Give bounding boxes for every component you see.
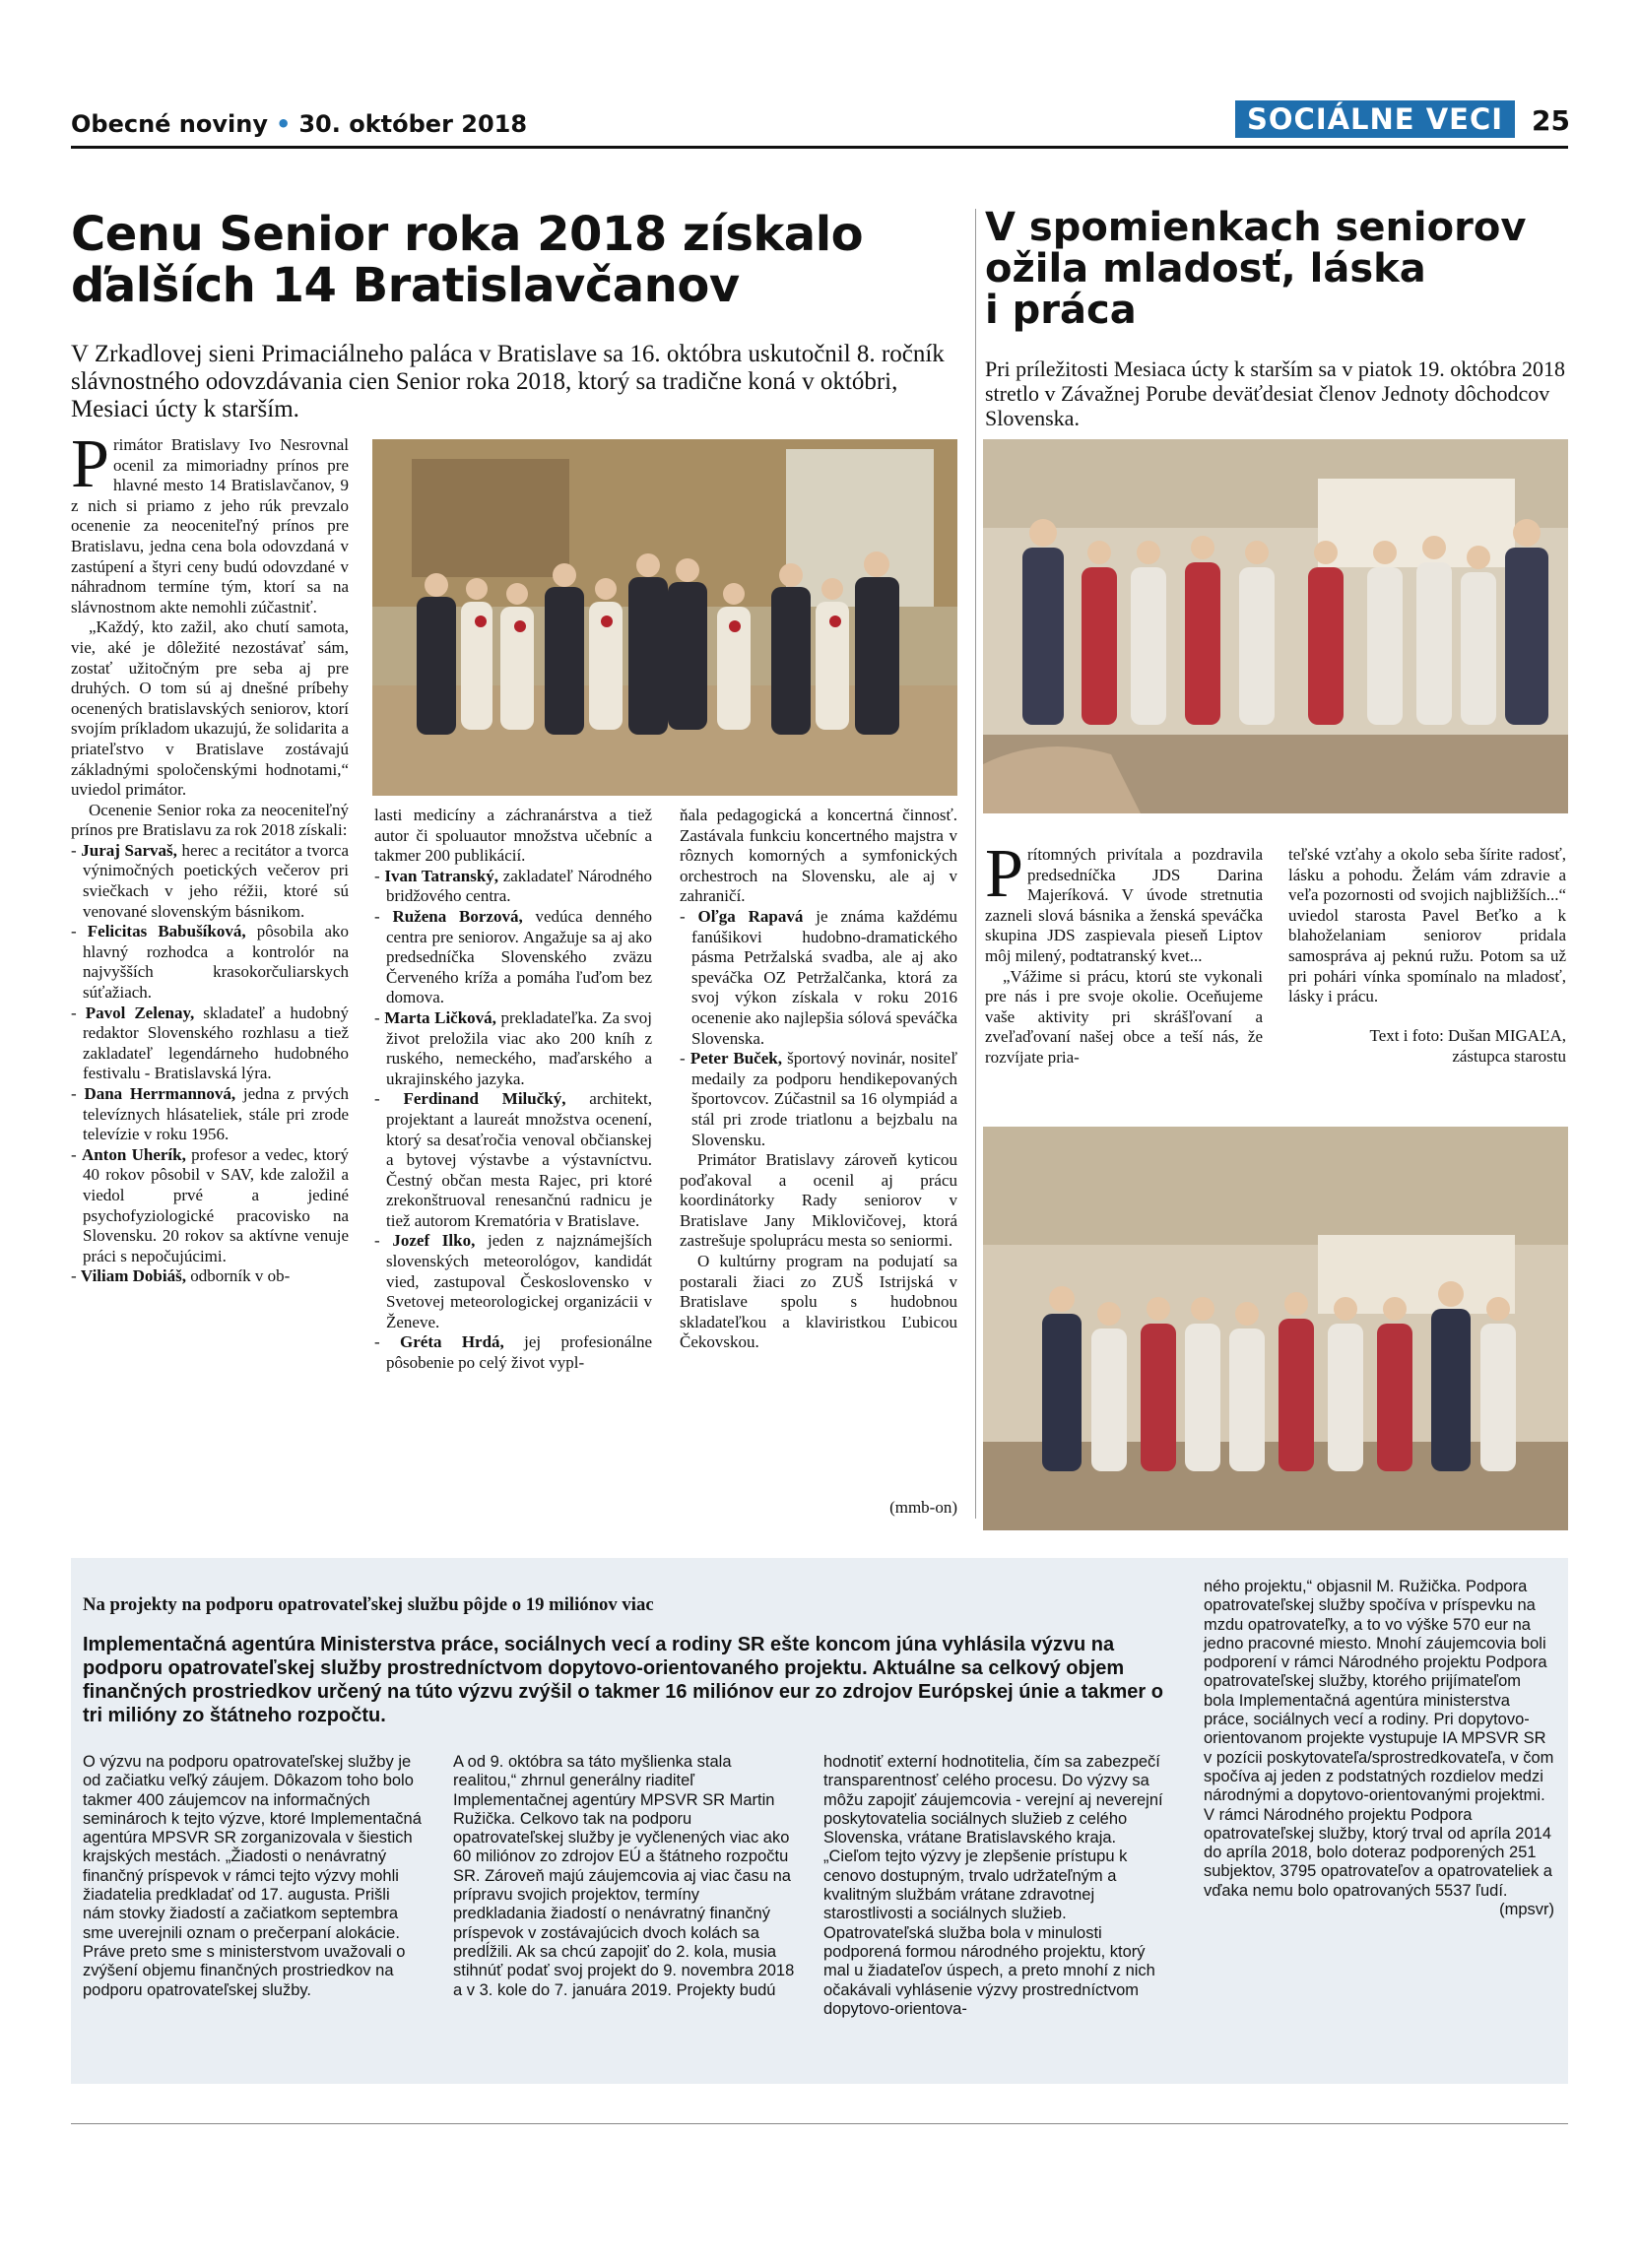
box-column3 [823, 1753, 1166, 2019]
article1-paragraph1: rimátor Bratislavy Ivo Nesrovnal ocenil za mimoriadny prínos pre hlavné mesto 14 Bratislavčanov, 9 z nich si priamo z jeho rúk prevzalo ocenenie za neoceniteľný prínos pre Bratislavu, jedna cena bola odovzdaná v zastúpení a štyri ceny budú odovzdané v náhradnom termíne tým, ktorí sa na slávnostnom akte nemohli zúčastniť. [71, 435, 349, 616]
laureate-entry: - Dana Herrmannová, jedna z prvých televíznych hlásateliek, stále pri zrode televízie v roku 1956. [71, 1084, 349, 1144]
laureate-description: prekladateľka. Za svoj život preložila viac ako 200 kníh z ruského, nemeckého, maďarského a ukrajinského jazyka. [386, 1007, 652, 1088]
box-signature: (mpsvr) [1499, 1901, 1554, 1919]
separator-dot: • [275, 110, 292, 138]
seniors-photo-2 [983, 1127, 1568, 1530]
article2-title-line2: ožila mladosť, láska [985, 246, 1426, 292]
laureate-description: je známa každému fanúšikovi hudobno-dramatického pásma Petržalská svadba, ale aj ako speváčka OZ Petržalčanka, ktorá za svoj výkon získala v roku 2016 ocenenie ako najlepšia sólová speváčka Slovenska. [691, 906, 957, 1048]
laureate-name: Marta Ličková, [384, 1007, 496, 1027]
laureate-name: Ivan Tatranský, [384, 866, 499, 885]
laureate-description: zakladateľ Národného bridžového centra. [386, 866, 652, 906]
laureate-description: profesor a vedec, ktorý 40 rokov pôsobil v SAV, kde založil a viedol prvé a jediné psychofyziologické pracovisko na Slovensku. 20 rokov sa aktívne venuje práci s nepočujúcimi. [83, 1144, 349, 1265]
article1-signature: (mmb-on) [889, 1498, 957, 1517]
seniors-photo-1 [983, 439, 1568, 813]
laureate-description: jedna z prvých televíznych hlásateliek, stále pri zrode televízie v roku 1956. [83, 1084, 349, 1144]
laureate-entry: - Felicitas Babušíková, pôsobila ako hlavný rozhodca a kontrolór na najvyšších krasokorčuliarskych súťažiach. [71, 922, 349, 1003]
article1-col3-paragraph2: O kultúrny program na podujatí sa postarali žiaci zo ZUŠ Istrijská v Bratislave spolu s hudobnou skladateľkou a klaviristkou Ľubicou Čekovskou. [680, 1252, 957, 1352]
article2-paragraph1: rítomných privítala a pozdravila predsedníčka JDS Darina Majeríková. V úvode stretnutia zazneli slová básnika a ženská speváčka skupina JDS zaspievala pieseň Liptov môj milený, podtatranský kvet... [985, 845, 1263, 965]
article1-title-line2: ďalších 14 Bratislavčanov [71, 258, 740, 313]
box-col1-text: O výzvu na podporu opatrovateľskej služby je od začiatku veľký záujem. Dôkazom toho bolo takmer 400 záujemcov na informačných seminároch k tejto výzve, ktoré Implementačná agentúra MPSVR SR zorganizovala v šiestich krajských mestách. „Žiadosti o nenávratný finančný príspevok v rámci tejto výzvy mohli žiadatelia predkladať od 17. augusta. Prišli nám stovky žiadostí a začiatkom septembra sme uverejnili oznam o prečerpaní alokácie. Práve preto sme s ministerstvom uvažovali o zvýšení objemu finančných prostriedkov na podporu opatrovateľskej služby. [83, 1753, 422, 1999]
page-number: 25 [1532, 104, 1570, 137]
laureate-entry: - Oľga Rapavá je známa každému fanúšikovi hudobno-dramatického pásma Petržalská svadba, ale aj ako speváčka OZ Petržalčanka, ktorá za svoj výkon získala v roku 2016 ocenenie ako najlepšia sólová speváčka Slovenska. [680, 906, 957, 1048]
box-column4 [1204, 1578, 1554, 1919]
box-lead: Implementačná agentúra Ministerstva práce, sociálnych vecí a rodiny SR ešte koncom júna vyhlásila výzvu na podporu opatrovateľskej služby prostredníctvom dopytovo-orientovaného projektu. Aktuálne sa celkový objem finančných prostriedkov určený na túto výzvu zvýšil o takmer 16 miliónov eur zo zdrojov Európskej únie a takmer o tri milióny zo štátneho rozpočtu. [83, 1634, 1163, 1726]
laureate-name: Dana Herrmannová, [84, 1084, 236, 1103]
dropcap: P [71, 426, 109, 502]
laureate-entry: - Ivan Tatranský, zakladateľ Národného bridžového centra. [374, 866, 652, 906]
article2-headline [985, 207, 1568, 331]
laureate-description: jeden z najznámejších slovenských meteorológov, kandidát vied, zastupoval Československo v Svetovej meteorologickej organizácii v Ženeve. [386, 1231, 652, 1331]
footer-rule [71, 2123, 1568, 2124]
laureate-name: Oľga Rapavá [697, 906, 804, 926]
column-divider [975, 209, 976, 1519]
laureate-description: športový novinár, nositeľ medaily za podporu hendikepovaných športovcov. Zúčastnil sa 16 olympiád a stál pri zrode triatlonu a bejzbalu na Slovensku. [691, 1049, 958, 1149]
box-column1 [83, 1753, 426, 2000]
box-title: Na projekty na podporu opatrovateľskej službu pôjde o 19 miliónov viac [83, 1593, 654, 1615]
section-tag: SOCIÁLNE VECI [1235, 100, 1515, 138]
article2-paragraph2: „Vážime si prácu, ktorú ste vykonali pre nás i pre svoje okolie. Oceňujeme vaše aktivity pri skrášľovaní a zveľaďovaní našej obce a teší nás, že rozvíjate pria- [985, 966, 1263, 1067]
laureate-name: Juraj Sarvaš, [81, 840, 177, 860]
article2-paragraph3: teľské vzťahy a okolo seba šírite radosť, lásku a pohodu. Želám vám zdravie a veľa pozornosti od svojich najbližších...“ uviedol starosta Pavel Beťko a k blahoželaniam seniorov pridala samospráva aj peknú ružu. Potom sa už pri pohári vínka spomínalo na mladosť, lásky i prácu. [1288, 845, 1566, 1006]
laureate-list-3 [680, 907, 957, 1150]
article1-col3-paragraph1: Primátor Bratislavy zároveň kyticou poďakoval a ocenil aj prácu koordinátorky Rady seniorov v Bratislave Jany Miklovičovej, ktorá zastrešuje spoluprácu mesta so seniormi. [680, 1150, 957, 1251]
article1-lead: V Zrkadlovej sieni Primaciálneho paláca v Bratislave sa 16. októbra uskutočnil 8. ročník slávnostného odovzdávania cien Senior roka 2018, ktorý sa tradične koná v októbri, Mesiaci úcty k starším. [71, 341, 945, 422]
masthead [71, 110, 527, 138]
laureate-name: Anton Uherík, [81, 1144, 186, 1164]
box-col3-text: hodnotiť externí hodnotitelia, čím sa zabezpečí transparentnosť celého procesu. Do výzvy sa môžu zapojiť záujemcovia - verejní aj neverejní poskytovatelia sociálnych služieb z celého Slovenska, vrátane Bratislavského kraja. „Cieľom tejto výzvy je zlepšenie prístupu k cenovo dostupným, trvalo udržateľným a kvalitným službám vrátane zdravotnej starostlivosti a sociálnych služieb. Opatrovateľská služba bola v minulosti podporená formou národného projektu, ktorý mal u žiadateľov úspech, a preto mnohí z nich očakávali vyhlásenie výzvy prostredníctvom dopytovo-orientova- [823, 1753, 1163, 2018]
laureate-name: Viliam Dobiáš, [80, 1266, 186, 1286]
seniors-photo-2-image [983, 1127, 1568, 1530]
article1-column2 [374, 806, 652, 1374]
seniors-photo-1-image [983, 439, 1568, 813]
laureate-entry: - Jozef Ilko, jeden z najznámejších slovenských meteorológov, kandidát vied, zastupoval Československo v Svetovej meteorologickej organizácii v Ženeve. [374, 1231, 652, 1331]
article2-lead: Pri príležitosti Mesiaca úcty k starším sa v piatok 19. októbra 2018 stretlo v Závažnej Porube deväťdesiat členov Jednoty dôchodcov Slovenska. [985, 356, 1566, 430]
laureate-description: vedúca denného centra pre seniorov. Angažuje sa aj ako predsedníčka Slovenského zväzu Červeného kríža a pomáha ľuďom bez domova. [386, 906, 652, 1007]
laureate-name: Peter Buček, [689, 1049, 782, 1069]
laureate-entry: - Juraj Sarvaš, herec a recitátor a tvorca výnimočných poetických večerov pri sviečkach v jeho réžii, ktoré sú venované slovenským básnikom. [71, 840, 349, 921]
article2-credit-role: zástupca starostu [1452, 1046, 1566, 1066]
article1-col2-intro: lasti medicíny a záchranárstva a tiež autor či spoluautor množstva učebníc a takmer 200 publikácií. [374, 806, 652, 866]
laureate-description: pôsobila ako hlavný rozhodca a kontrolór na najvyšších krasokorčuliarskych súťažiach. [83, 922, 349, 1003]
laureate-entry: - Gréta Hrdá, jej profesionálne pôsobenie po celý život vypl- [374, 1332, 653, 1373]
laureate-entry: - Marta Ličková, prekladateľka. Za svoj život preložila viac ako 200 kníh z ruského, nemeckého, maďarského a ukrajinského jazyka. [374, 1007, 652, 1088]
laureate-name: Ružena Borzová, [392, 906, 523, 926]
laureate-description: architekt, projektant a laureát množstva ocenení, ktorý sa desaťročia venoval občianskej a bytovej výstavbe a výstavníctvu. Čestný občan mesta Rajec, pri ktoré zrekonštruoval renesančnú radnicu je tiež autorom Krematória v Bratislave. [386, 1089, 652, 1230]
article2-column2 [1288, 845, 1566, 1067]
laureate-description: skladateľ a hudobný redaktor Slovenského rozhlasu a tiež zakladateľ legendárneho hudobného festivalu - Bratislavská lýra. [83, 1003, 349, 1083]
article1-column1 [71, 426, 349, 1287]
laureate-list [71, 841, 349, 1287]
article2-credit-name: Text i foto: Dušan MIGAĽA, [1369, 1025, 1566, 1045]
header-rule [71, 146, 1568, 149]
box-col2-text: A od 9. októbra sa táto myšlienka stala realitou,“ zhrnul generálny riaditeľ Implementačnej agentúry MPSVR SR Martin Ružička. Celkovo tak na podporu opatrovateľskej služby je vyčlenených viac ako 60 miliónov zo zdrojov EÚ a štátneho rozpočtu SR. Zároveň majú záujemcovia aj viac času na prípravu svojich projektov, termíny predkladania žiadostí o nenávratný finančný príspevok v zostávajúcich dvoch kolách sa predĺžili. Ak sa chcú zapojiť do 2. kola, musia stihnúť podať svoj projekt do 9. novembra 2018 a v 3. kole do 7. januára 2019. Projekty budú [453, 1753, 795, 1999]
article1-paragraph3: Ocenenie Senior roka za neoceniteľný prínos pre Bratislavu za rok 2018 získali: [71, 800, 349, 840]
laureate-entry: - Ružena Borzová, vedúca denného centra pre seniorov. Angažuje sa aj ako predsedníčka Slovenského zväzu Červeného kríža a pomáha ľuďom bez domova. [374, 906, 652, 1007]
box-column2 [453, 1753, 796, 2000]
article1-title-line1: Cenu Senior roka 2018 získalo [71, 207, 864, 262]
laureate-entry: - Pavol Zelenay, skladateľ a hudobný redaktor Slovenského rozhlasu a tiež zakladateľ legendárneho hudobného festivalu - Bratislavská lýra. [71, 1003, 349, 1083]
article1-column3 [680, 806, 957, 1353]
dropcap-2: P [985, 836, 1023, 912]
article2-title-line3: i práca [985, 288, 1137, 333]
article1-col3-intro: ňala pedagogická a koncertná činnosť. Zastávala funkciu koncertného majstra v rôznych komorných a symfonických orchestroch na Slovensku, ale aj v zahraničí. [680, 806, 957, 906]
newspaper-name: Obecné noviny [71, 110, 268, 138]
laureate-name: Jozef Ilko, [392, 1231, 476, 1251]
laureate-description: odborník v ob- [185, 1266, 291, 1286]
article2-title-line1: V spomienkach seniorov [985, 205, 1527, 250]
issue-date: 30. október 2018 [298, 110, 528, 138]
laureate-entry: - Anton Uherík, profesor a vedec, ktorý 40 rokov pôsobil v SAV, kde založil a viedol prvé a jediné psychofyziologické pracovisko na Slovensku. 20 rokov sa aktívne venuje práci s nepočujúcimi. [71, 1144, 349, 1265]
laureate-description: jej profesionálne pôsobenie po celý život vypl- [386, 1332, 653, 1373]
laureate-entry: - Peter Buček, športový novinár, nositeľ medaily za podporu hendikepovaných športovcov. Zúčastnil sa 16 olympiád a stál pri zrode triatlonu a bejzbalu na Slovensku. [680, 1049, 958, 1149]
laureate-name: Pavol Zelenay, [85, 1003, 195, 1022]
article1-paragraph2: „Každý, kto zažil, ako chutí samota, vie, aké je dôležité nezostávať sám, zostať užitočným pre seba aj pre druhých. O tom sú aj dnešné príbehy ocenených bratislavských seniorov, ktorí svojím príkladom ukazujú, že solidarita a priateľstvo v Bratislave zostávajú základnými spoločenskými hodnotami,“ uviedol primátor. [71, 617, 349, 800]
box-headline [83, 1576, 1186, 1634]
laureate-entry: - Ferdinand Milučký, architekt, projektant a laureát množstva ocenení, ktorý sa desaťročia venoval občianskej a bytovej výstavbe a výstavníctvu. Čestný občan mesta Rajec, pri ktoré zrekonštruoval renesančnú radnicu je tiež autorom Krematória v Bratislave. [374, 1089, 652, 1230]
laureate-name: Felicitas Babušíková, [87, 922, 246, 941]
ceremony-photo [372, 439, 957, 796]
laureate-entry: - Viliam Dobiáš, odborník v ob- [71, 1266, 291, 1286]
ceremony-photo-image [372, 439, 957, 796]
article2-column1 [985, 836, 1263, 1069]
box-col4-text: ného projektu,“ objasnil M. Ružička. Podpora opatrovateľskej služby spočíva v príspevku na mzdu opatrovateľky, a to vo výške 570 eur na jedno pracovné miesto. Mnohí záujemcovia boli podporení v rámci Národného projektu Podpora opatrovateľskej služby, ktorého prijímateľom bola Implementačná agentúra ministerstva práce, sociálnych vecí a rodiny. Pri dopytovo-orientovanom projekte vystupuje IA MPSVR SR v pozícii poskytovateľa/sprostredkovateľa, v čom spočíva aj jeden z podstatných rozdielov medzi národnými a dopytovo-orientovanými projektmi. V rámci Národného projektu Podpora opatrovateľskej služby, ktorý trval od apríla 2014 do apríla 2018, bolo doteraz podporených 251 subjektov, 3795 opatrovateľov a opatrovateliek a vďaka nemu bolo opatrovaných 5537 ľudí. [1204, 1578, 1554, 1900]
laureate-list-2 [374, 867, 652, 1374]
laureate-description: herec a recitátor a tvorca výnimočných poetických večerov pri sviečkach v jeho réžii, ktoré sú venované slovenským básnikom. [83, 840, 349, 921]
laureate-name: Gréta Hrdá, [400, 1332, 504, 1352]
article1-headline [71, 209, 957, 311]
laureate-name: Ferdinand Milučký, [403, 1089, 566, 1109]
